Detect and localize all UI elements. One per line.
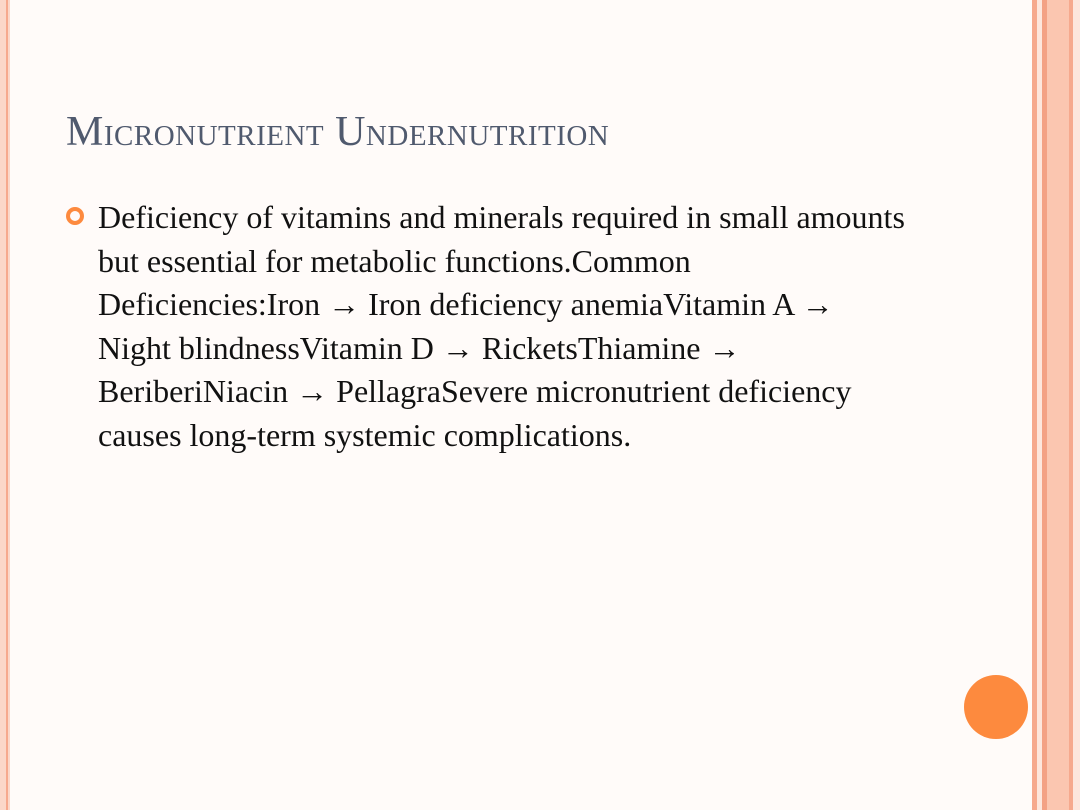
bullet-text: Deficiency of vitamins and minerals required in small amounts but essential for metabolic functions.Common Deficiencies:Iron → Iron deficiency anemiaVitamin A → Night blindnessVitamin D → RicketsThiamine → BeriberiNiacin → PellagraSevere micronutrient deficiency causes long-term systemic complications. xyxy=(98,199,905,453)
bullet-item xyxy=(66,196,906,457)
right-border-stripe xyxy=(1047,0,1069,810)
slide-body xyxy=(66,196,906,457)
orange-circle-decoration xyxy=(964,675,1028,739)
slide-title: Micronutrient Undernutrition xyxy=(66,109,610,155)
right-border-stripe xyxy=(1073,0,1080,810)
left-border-line xyxy=(6,0,8,810)
ring-bullet-icon xyxy=(66,207,84,225)
left-border-decoration xyxy=(0,0,10,810)
